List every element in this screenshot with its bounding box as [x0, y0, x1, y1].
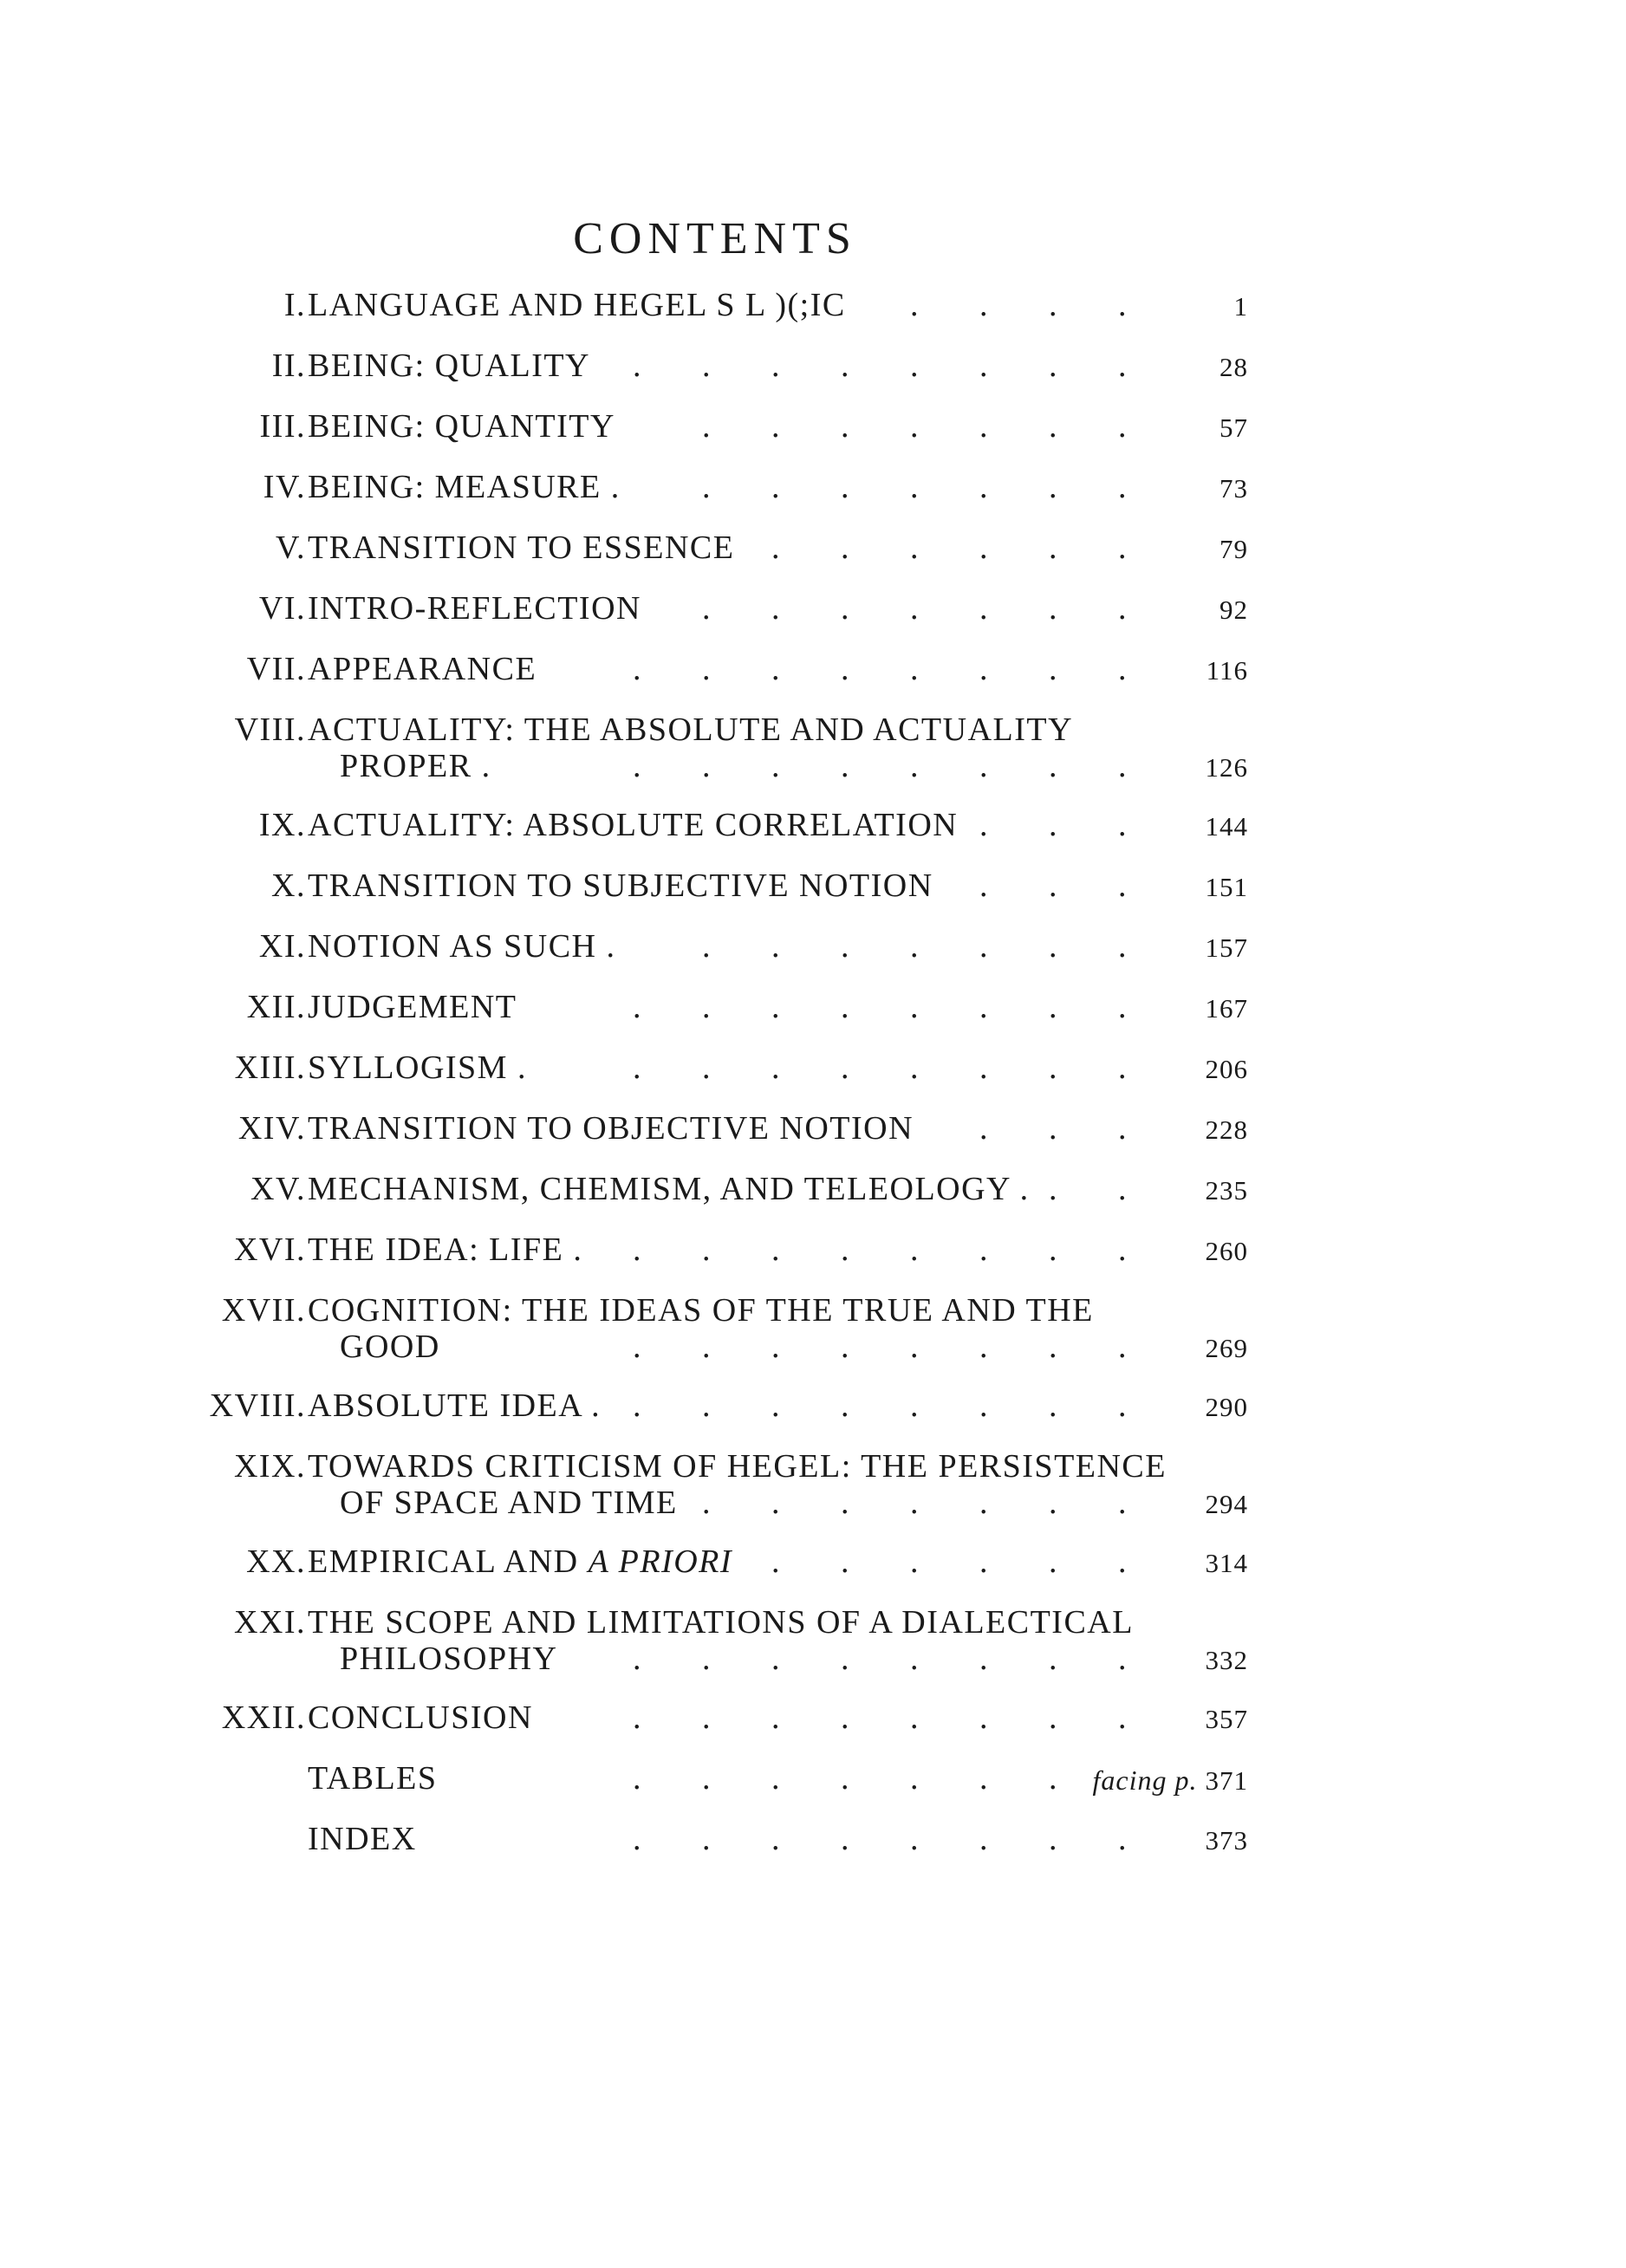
page-value: 206 — [1205, 1054, 1248, 1084]
leader-dot: . — [1118, 868, 1128, 904]
page-value: 371 — [1205, 1765, 1248, 1796]
contents-heading: CONTENTS — [573, 214, 857, 263]
leader-dot: . — [979, 989, 989, 1025]
toc-entry[interactable] — [0, 1759, 1248, 1799]
leader-dot: . — [1049, 868, 1058, 904]
toc-entry[interactable] — [0, 1231, 1248, 1270]
leader-dot: . — [771, 1231, 781, 1268]
page-number[interactable] — [1206, 872, 1249, 903]
leader-dot: . — [979, 868, 989, 904]
chapter-title-continuation: OF SPACE AND TIME — [340, 1485, 678, 1521]
toc-entry[interactable] — [0, 1699, 1248, 1738]
leader-dot: . — [841, 1050, 850, 1086]
leader-dot: . — [1049, 989, 1058, 1025]
leader-dot: . — [1049, 928, 1058, 965]
leader-dot: . — [771, 1821, 781, 1857]
leader-dot: . — [702, 469, 712, 505]
leader-dot: . — [910, 1543, 920, 1580]
page-value: 235 — [1205, 1175, 1248, 1205]
leader-dot: . — [1118, 408, 1128, 445]
leader-dot: . — [979, 1050, 989, 1086]
toc-entry[interactable] — [0, 468, 1248, 508]
leader-dot: . — [1118, 287, 1128, 323]
page-value: 151 — [1205, 872, 1248, 902]
leader-dot: . — [841, 348, 850, 384]
leader-dot: . — [979, 1821, 989, 1857]
page-number[interactable] — [1206, 752, 1249, 783]
chapter-number: IV. — [263, 469, 306, 505]
chapter-number: XII. — [246, 989, 306, 1025]
page-number[interactable] — [1206, 1115, 1249, 1146]
leader-dot: . — [841, 1641, 850, 1677]
chapter-title: LANGUAGE AND HEGEL S L )(;IC — [308, 287, 846, 323]
leader-dot: . — [1049, 807, 1058, 843]
chapter-title: BEING: QUANTITY — [308, 408, 615, 445]
leader-dot: . — [841, 651, 850, 687]
leader-dot: . — [1049, 1050, 1058, 1086]
leader-dot: . — [1049, 1110, 1058, 1147]
leader-dot: . — [841, 928, 850, 965]
leader-dot: . — [979, 530, 989, 566]
leader-dot: . — [771, 928, 781, 965]
leader-dot: . — [771, 1387, 781, 1424]
leader-dot: . — [771, 1760, 781, 1797]
leader-dot: . — [910, 530, 920, 566]
leader-dot: . — [979, 1231, 989, 1268]
page-number[interactable] — [1206, 1489, 1249, 1520]
chapter-number: XVIII. — [209, 1387, 306, 1424]
chapter-title-italic: A PRIORI — [588, 1543, 733, 1580]
page-number[interactable] — [1206, 1175, 1249, 1206]
page-value: 228 — [1205, 1115, 1248, 1145]
leader-dot: . — [910, 989, 920, 1025]
leader-dot: . — [979, 348, 989, 384]
page-value: 79 — [1220, 534, 1248, 564]
leader-dot: . — [910, 287, 920, 323]
leader-dot: . — [1049, 748, 1058, 784]
leader-dot: . — [771, 469, 781, 505]
leader-dot: . — [1049, 348, 1058, 384]
leader-dot: . — [702, 408, 712, 445]
leader-dot: . — [1118, 1110, 1128, 1147]
leader-dot: . — [1118, 651, 1128, 687]
page-value: 92 — [1220, 595, 1248, 625]
leader-dot: . — [841, 1543, 850, 1580]
page-value: 157 — [1205, 933, 1248, 963]
toc-entry[interactable] — [0, 650, 1248, 690]
leader-dot: . — [1049, 1231, 1058, 1268]
page-number[interactable] — [1206, 1548, 1249, 1579]
leader-dot: . — [1118, 1485, 1128, 1521]
chapter-title: APPEARANCE — [308, 651, 537, 687]
leader-dot: . — [633, 1329, 642, 1365]
leader-dot: . — [1049, 590, 1058, 627]
leader-dot: . — [1118, 1699, 1128, 1736]
toc-entry[interactable] — [0, 1387, 1248, 1426]
toc-entry[interactable] — [0, 1291, 1248, 1368]
page-value: 167 — [1205, 993, 1248, 1024]
leader-dot: . — [1118, 590, 1128, 627]
toc-entry[interactable] — [0, 927, 1248, 967]
chapter-title: ACTUALITY: THE ABSOLUTE AND ACTUALITY — [308, 712, 1074, 748]
page-number[interactable] — [1206, 655, 1248, 686]
leader-dot: . — [771, 1485, 781, 1521]
leader-dot: . — [1118, 1050, 1128, 1086]
page-value: 290 — [1205, 1392, 1248, 1422]
leader-dot: . — [910, 590, 920, 627]
leader-dot: . — [702, 1231, 712, 1268]
leader-dot: . — [771, 348, 781, 384]
chapter-title: BEING: QUALITY — [308, 348, 591, 384]
page-number[interactable] — [1206, 933, 1249, 964]
leader-dot: . — [1049, 1171, 1058, 1207]
page-number[interactable] — [1206, 811, 1249, 842]
leader-dot: . — [979, 1329, 989, 1365]
page-number[interactable] — [1234, 291, 1249, 322]
leader-dot: . — [1049, 1387, 1058, 1424]
leader-dot: . — [633, 1641, 642, 1677]
leader-dot: . — [633, 1760, 642, 1797]
leader-dot: . — [841, 1699, 850, 1736]
toc-entry[interactable] — [0, 988, 1248, 1028]
toc-entry[interactable] — [0, 711, 1248, 787]
leader-dot: . — [702, 1387, 712, 1424]
page-value: 28 — [1220, 352, 1248, 382]
leader-dot: . — [633, 1231, 642, 1268]
chapter-title: CONCLUSION — [308, 1699, 533, 1736]
leader-dot: . — [1049, 1329, 1058, 1365]
leader-dot: . — [702, 590, 712, 627]
page-number[interactable] — [1220, 534, 1248, 565]
leader-dot: . — [910, 1641, 920, 1677]
leader-dot: . — [702, 1821, 712, 1857]
leader-dot: . — [910, 1050, 920, 1086]
chapter-number: XIV. — [237, 1110, 306, 1147]
leader-dot: . — [910, 928, 920, 965]
page-number[interactable] — [1206, 993, 1249, 1024]
leader-dot: . — [1118, 1171, 1128, 1207]
chapter-title: TRANSITION TO SUBJECTIVE NOTION — [308, 868, 933, 904]
leader-dot: . — [702, 1050, 712, 1086]
leader-dot: . — [1049, 1543, 1058, 1580]
leader-dot: . — [910, 748, 920, 784]
leader-dot: . — [910, 1231, 920, 1268]
chapter-number: XIX. — [233, 1448, 306, 1485]
chapter-number: XV. — [250, 1171, 306, 1207]
leader-dot: . — [910, 1760, 920, 1797]
chapter-title: INDEX — [308, 1821, 417, 1857]
chapter-number: XXI. — [233, 1604, 306, 1641]
leader-dot: . — [1118, 989, 1128, 1025]
leader-dot: . — [910, 348, 920, 384]
page-number[interactable] — [1220, 595, 1248, 626]
leader-dot: . — [1118, 928, 1128, 965]
leader-dot: . — [702, 348, 712, 384]
leader-dot: . — [979, 807, 989, 843]
leader-dot: . — [771, 651, 781, 687]
page-value: 294 — [1205, 1489, 1248, 1519]
toc-entry[interactable] — [0, 1447, 1248, 1524]
chapter-number: XX. — [246, 1543, 306, 1580]
chapter-number: XI. — [258, 928, 306, 965]
leader-dot: . — [1118, 530, 1128, 566]
leader-dot: . — [841, 1387, 850, 1424]
leader-dot: . — [771, 590, 781, 627]
leader-dot: . — [633, 1821, 642, 1857]
leader-dot: . — [771, 530, 781, 566]
leader-dot: . — [841, 408, 850, 445]
chapter-number: XXII. — [221, 1699, 306, 1736]
leader-dot: . — [771, 748, 781, 784]
chapter-number: VII. — [246, 651, 306, 687]
page-value: 1 — [1233, 291, 1248, 322]
chapter-title-continuation: PROPER . — [340, 748, 491, 784]
leader-dot: . — [910, 469, 920, 505]
leader-dot: . — [979, 1485, 989, 1521]
page-value: 116 — [1206, 655, 1248, 686]
chapter-number: V. — [275, 530, 306, 566]
chapter-number: VIII. — [234, 712, 306, 748]
page-number[interactable] — [1206, 1645, 1249, 1676]
toc-entry[interactable] — [0, 1049, 1248, 1089]
toc-entry[interactable] — [0, 347, 1248, 387]
page-value: 73 — [1220, 473, 1248, 504]
leader-dot: . — [702, 989, 712, 1025]
chapter-number: X. — [271, 868, 306, 904]
chapter-number: XIII. — [234, 1050, 306, 1086]
leader-dot: . — [1049, 530, 1058, 566]
leader-dot: . — [979, 1760, 989, 1797]
leader-dot: . — [979, 928, 989, 965]
page-value: 57 — [1220, 413, 1248, 443]
chapter-title: ACTUALITY: ABSOLUTE CORRELATION — [308, 807, 959, 843]
leader-dot: . — [979, 590, 989, 627]
leader-dot: . — [771, 1641, 781, 1677]
toc-entry[interactable] — [0, 1820, 1248, 1860]
leader-dot: . — [979, 1641, 989, 1677]
chapter-number: XVII. — [221, 1292, 306, 1329]
page-number[interactable] — [1093, 1764, 1248, 1797]
leader-dot: . — [979, 748, 989, 784]
toc-entry[interactable] — [0, 589, 1248, 629]
leader-dot: . — [702, 1699, 712, 1736]
leader-dot: . — [979, 1699, 989, 1736]
leader-dot: . — [1049, 1821, 1058, 1857]
chapter-title-continuation: GOOD — [340, 1329, 440, 1365]
leader-dot: . — [1118, 348, 1128, 384]
leader-dot: . — [771, 989, 781, 1025]
leader-dot: . — [702, 748, 712, 784]
leader-dot: . — [979, 1110, 989, 1147]
leader-dot: . — [633, 1699, 642, 1736]
leader-dot: . — [841, 590, 850, 627]
leader-dot: . — [771, 1329, 781, 1365]
chapter-title: BEING: MEASURE . — [308, 469, 621, 505]
leader-dot: . — [1049, 408, 1058, 445]
leader-dot: . — [1049, 287, 1058, 323]
leader-dot: . — [633, 1050, 642, 1086]
leader-dot: . — [1049, 651, 1058, 687]
leader-dot: . — [633, 1387, 642, 1424]
page-number[interactable] — [1220, 352, 1248, 383]
leader-dot: . — [841, 1821, 850, 1857]
page-number[interactable] — [1220, 413, 1248, 444]
chapter-number: II. — [271, 348, 306, 384]
toc-entry[interactable] — [0, 529, 1248, 569]
page-number[interactable] — [1206, 1825, 1249, 1856]
leader-dot: . — [771, 1699, 781, 1736]
leader-dot: . — [771, 1543, 781, 1580]
toc-entry[interactable] — [0, 407, 1248, 447]
leader-dot: . — [910, 1387, 920, 1424]
leader-dot: . — [1118, 807, 1128, 843]
leader-dot: . — [910, 1699, 920, 1736]
leader-dot: . — [1049, 1760, 1058, 1797]
chapter-number: IX. — [258, 807, 306, 843]
chapter-title: JUDGEMENT — [308, 989, 517, 1025]
page-value: 260 — [1205, 1236, 1248, 1266]
toc-entry[interactable] — [0, 1109, 1248, 1149]
leader-dot: . — [979, 287, 989, 323]
leader-dot: . — [1118, 469, 1128, 505]
leader-dot: . — [979, 1543, 989, 1580]
leader-dot: . — [1118, 1641, 1128, 1677]
leader-dot: . — [841, 748, 850, 784]
leader-dot: . — [771, 408, 781, 445]
leader-dot: . — [910, 408, 920, 445]
chapter-title: SYLLOGISM . — [308, 1050, 527, 1086]
chapter-title: THE IDEA: LIFE . — [308, 1231, 583, 1268]
leader-dot: . — [1049, 1699, 1058, 1736]
page-value: 314 — [1205, 1548, 1248, 1578]
leader-dot: . — [1118, 1543, 1128, 1580]
chapter-number: VI. — [258, 590, 306, 627]
page-number[interactable] — [1206, 1236, 1249, 1267]
chapter-title: TRANSITION TO ESSENCE — [308, 530, 735, 566]
leader-dot: . — [1049, 1641, 1058, 1677]
leader-dot: . — [702, 1329, 712, 1365]
page-number[interactable] — [1206, 1704, 1249, 1735]
leader-dot: . — [910, 651, 920, 687]
leader-dot: . — [633, 989, 642, 1025]
chapter-title: INTRO-REFLECTION — [308, 590, 641, 627]
leader-dot: . — [841, 1485, 850, 1521]
chapter-title — [308, 1543, 732, 1581]
page-value: 126 — [1205, 752, 1248, 783]
chapter-title: ABSOLUTE IDEA . — [308, 1387, 602, 1424]
toc-entry[interactable] — [0, 806, 1248, 846]
toc-entry[interactable] — [0, 286, 1248, 326]
leader-dot: . — [979, 469, 989, 505]
chapter-title: MECHANISM, CHEMISM, AND TELEOLOGY . — [308, 1171, 1030, 1207]
leader-dot: . — [841, 989, 850, 1025]
leader-dot: . — [841, 530, 850, 566]
chapter-number: III. — [259, 408, 306, 445]
leader-dot: . — [702, 651, 712, 687]
leader-dot: . — [702, 1760, 712, 1797]
toc-entry[interactable] — [0, 1170, 1248, 1210]
leader-dot: . — [910, 1485, 920, 1521]
chapter-title: COGNITION: THE IDEAS OF THE TRUE AND THE — [308, 1292, 1094, 1329]
page-number[interactable] — [1206, 1392, 1249, 1423]
chapter-title: TABLES — [308, 1760, 438, 1797]
leader-dot: . — [702, 1641, 712, 1677]
leader-dot: . — [1049, 1485, 1058, 1521]
leader-dot: . — [1118, 1387, 1128, 1424]
page-value: 269 — [1205, 1333, 1248, 1363]
toc-entry[interactable] — [0, 1543, 1248, 1582]
leader-dot: . — [702, 1485, 712, 1521]
leader-dot: . — [979, 408, 989, 445]
leader-dot: . — [633, 748, 642, 784]
page-value: 357 — [1205, 1704, 1248, 1734]
chapter-title-plain: EMPIRICAL AND — [308, 1543, 589, 1580]
chapter-title: TOWARDS CRITICISM OF HEGEL: THE PERSISTENCE — [308, 1448, 1167, 1485]
leader-dot: . — [910, 1329, 920, 1365]
chapter-title: THE SCOPE AND LIMITATIONS OF A DIALECTICAL — [308, 1604, 1134, 1641]
chapter-number: I. — [283, 287, 306, 323]
leader-dot: . — [633, 651, 642, 687]
chapter-title: TRANSITION TO OBJECTIVE NOTION — [308, 1110, 914, 1147]
page-value: 144 — [1205, 811, 1248, 842]
toc-entry[interactable] — [0, 1603, 1248, 1680]
page-value: 373 — [1205, 1825, 1248, 1855]
leader-dot: . — [841, 469, 850, 505]
page-number[interactable] — [1206, 1333, 1249, 1364]
leader-dot: . — [1049, 469, 1058, 505]
page-number[interactable] — [1206, 1054, 1249, 1085]
toc-entry[interactable] — [0, 867, 1248, 907]
leader-dot: . — [910, 1821, 920, 1857]
leader-dot: . — [633, 348, 642, 384]
chapter-number: XVI. — [233, 1231, 306, 1268]
leader-dot: . — [1118, 1821, 1128, 1857]
chapter-title-continuation: PHILOSOPHY — [340, 1641, 558, 1677]
leader-dot: . — [1118, 1329, 1128, 1365]
leader-dot: . — [979, 1387, 989, 1424]
leader-dot: . — [702, 928, 712, 965]
leader-dot: . — [841, 1760, 850, 1797]
leader-dot: . — [1118, 1231, 1128, 1268]
leader-dot: . — [771, 1050, 781, 1086]
chapter-title: NOTION AS SUCH . — [308, 928, 616, 965]
page-number[interactable] — [1220, 473, 1248, 504]
page-value: 332 — [1205, 1645, 1248, 1675]
leader-dot: . — [841, 1329, 850, 1365]
leader-dot: . — [1118, 748, 1128, 784]
page-prefix: facing p. — [1092, 1764, 1206, 1796]
leader-dot: . — [979, 651, 989, 687]
leader-dot: . — [841, 1231, 850, 1268]
